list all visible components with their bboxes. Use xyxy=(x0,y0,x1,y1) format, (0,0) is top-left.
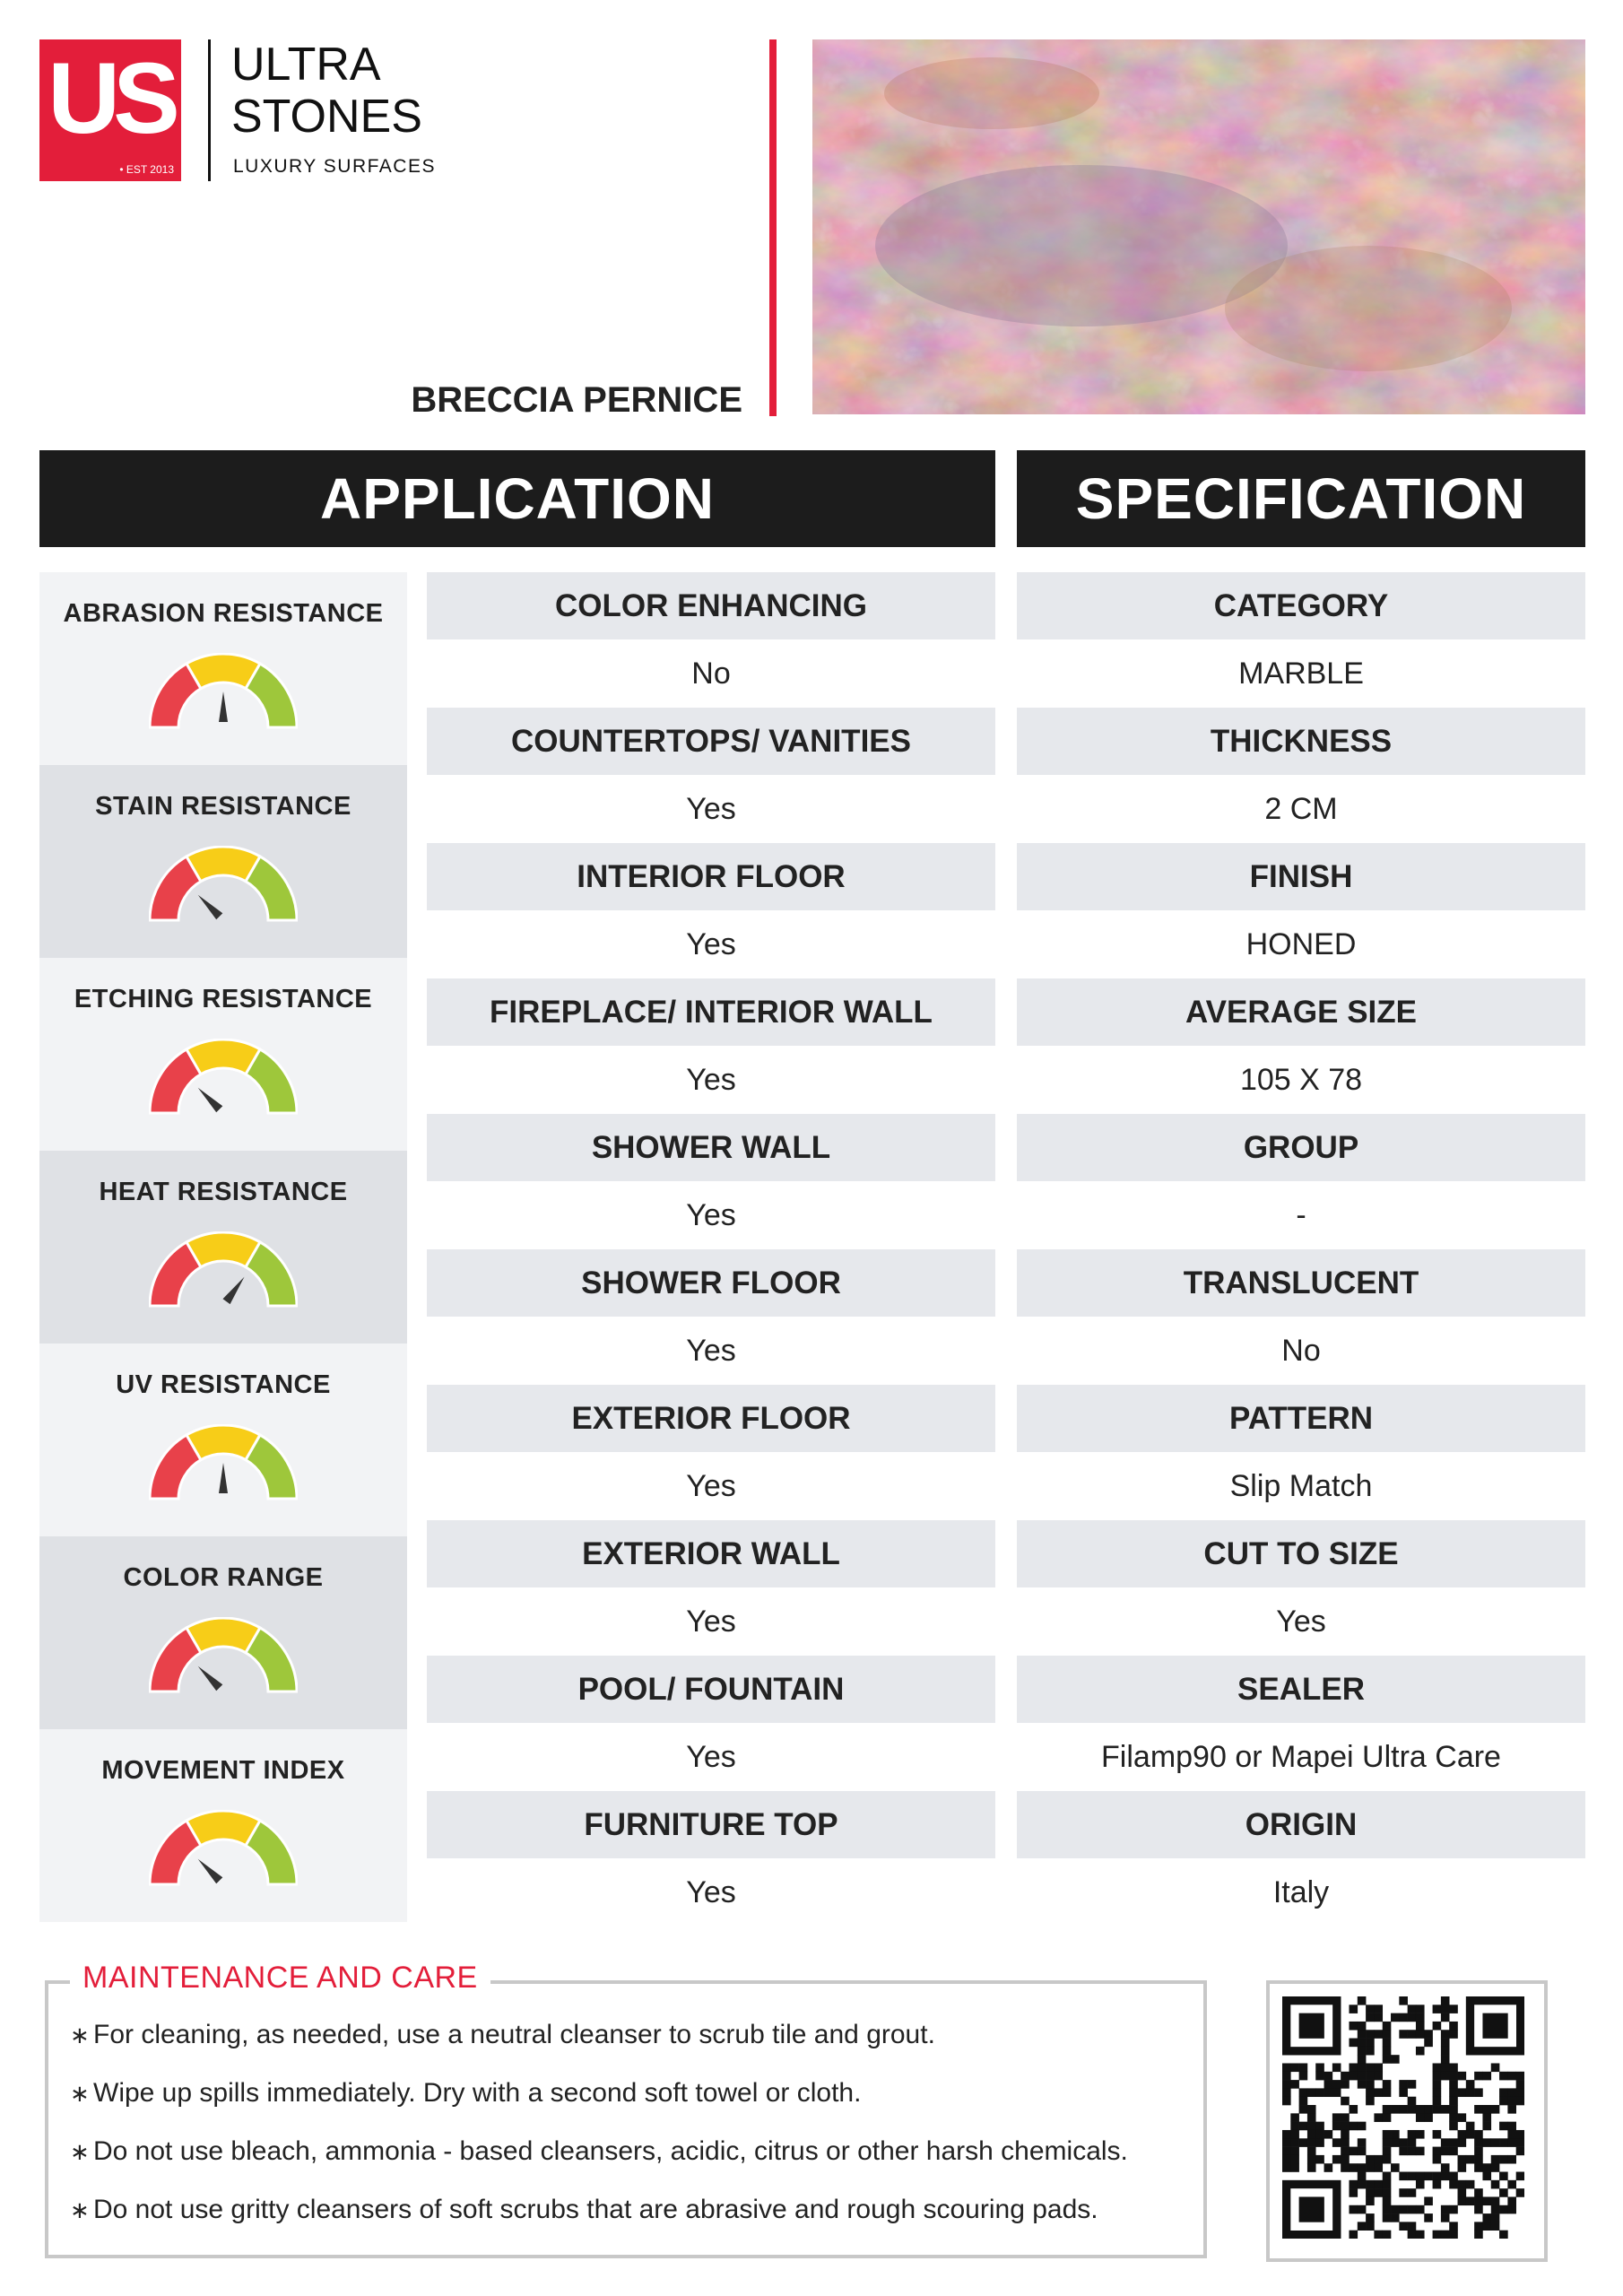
maintenance-title: MAINTENANCE AND CARE xyxy=(70,1961,490,1996)
specification-label: THICKNESS xyxy=(1017,708,1585,775)
product-name: BRECCIA PERNICE xyxy=(411,380,742,420)
gauge-label: STAIN RESISTANCE xyxy=(95,792,352,821)
application-label: FIREPLACE/ INTERIOR WALL xyxy=(427,978,995,1046)
application-label: INTERIOR FLOOR xyxy=(427,843,995,910)
specification-header: SPECIFICATION xyxy=(1017,450,1585,547)
brand-name-line2: STONES xyxy=(231,91,422,143)
gauge-label: UV RESISTANCE xyxy=(116,1370,331,1399)
application-value: Yes xyxy=(427,1859,995,1926)
application-value: Yes xyxy=(427,776,995,843)
bullet-star-icon: ∗ xyxy=(70,2196,90,2223)
specification-label: AVERAGE SIZE xyxy=(1017,978,1585,1046)
gauge-cell xyxy=(39,572,407,765)
logo-letters: US xyxy=(48,42,173,154)
application-value: Yes xyxy=(427,1047,995,1114)
qr-code xyxy=(1266,1980,1548,2262)
specification-value: No xyxy=(1017,1318,1585,1385)
gauge-segment xyxy=(246,1821,297,1884)
bullet-star-icon: ∗ xyxy=(70,2138,90,2165)
gauge-segment xyxy=(246,857,297,920)
qr-code-icon xyxy=(1282,1996,1524,2239)
application-header: APPLICATION xyxy=(39,450,995,547)
gauge-cell xyxy=(39,765,407,958)
gauge-label: ABRASION RESISTANCE xyxy=(63,599,384,628)
accent-rule xyxy=(769,39,777,416)
application-value: Yes xyxy=(427,1182,995,1249)
application-value: Yes xyxy=(427,1453,995,1520)
gauge-meter-icon xyxy=(149,1231,298,1317)
application-value: Yes xyxy=(427,1588,995,1656)
gauge-cell xyxy=(39,1536,407,1729)
maintenance-item-text: Wipe up spills immediately. Dry with a second soft towel or cloth. xyxy=(93,2078,862,2108)
gauge-meter-icon xyxy=(149,846,298,931)
application-value: Yes xyxy=(427,911,995,978)
maintenance-item xyxy=(70,2195,1098,2225)
gauge-meter-icon xyxy=(149,1424,298,1509)
logo-est: • EST 2013 xyxy=(119,163,174,176)
specification-label: SEALER xyxy=(1017,1656,1585,1723)
application-label: COLOR ENHANCING xyxy=(427,572,995,639)
specification-label: TRANSLUCENT xyxy=(1017,1249,1585,1317)
gauge-cell xyxy=(39,1151,407,1344)
gauge-needle xyxy=(198,1859,223,1884)
gauge-cell xyxy=(39,1344,407,1536)
specification-value: HONED xyxy=(1017,911,1585,978)
gauge-needle xyxy=(219,691,228,722)
specification-label: CUT TO SIZE xyxy=(1017,1520,1585,1587)
bullet-star-icon: ∗ xyxy=(70,2080,90,2107)
bullet-star-icon: ∗ xyxy=(70,2022,90,2048)
specification-value: MARBLE xyxy=(1017,640,1585,708)
specification-value: Yes xyxy=(1017,1588,1585,1656)
specification-label: PATTERN xyxy=(1017,1385,1585,1452)
brand-name-line1: ULTRA xyxy=(231,39,381,91)
application-value: Yes xyxy=(427,1724,995,1791)
gauge-meter-icon xyxy=(149,653,298,738)
gauge-segment xyxy=(246,664,297,727)
specification-value: Filamp90 or Mapei Ultra Care xyxy=(1017,1724,1585,1791)
maintenance-item-text: Do not use bleach, ammonia - based cleansers, acidic, citrus or other harsh chemicals. xyxy=(93,2136,1128,2166)
specification-label: ORIGIN xyxy=(1017,1791,1585,1858)
maintenance-item xyxy=(70,2020,935,2050)
gauge-needle xyxy=(219,1463,228,1493)
application-label: FURNITURE TOP xyxy=(427,1791,995,1858)
specification-value: - xyxy=(1017,1182,1585,1249)
gauge-segment xyxy=(246,1242,297,1306)
gauge-meter-icon xyxy=(149,1617,298,1702)
specification-value: Italy xyxy=(1017,1859,1585,1926)
gauge-needle xyxy=(198,1666,223,1692)
application-label: SHOWER WALL xyxy=(427,1114,995,1181)
specification-value: Slip Match xyxy=(1017,1453,1585,1520)
application-label: COUNTERTOPS/ VANITIES xyxy=(427,708,995,775)
application-label: EXTERIOR FLOOR xyxy=(427,1385,995,1452)
gauge-segment xyxy=(246,1049,297,1113)
application-label: SHOWER FLOOR xyxy=(427,1249,995,1317)
gauge-label: MOVEMENT INDEX xyxy=(101,1756,345,1785)
maintenance-item xyxy=(70,2136,1128,2167)
brand-tagline: LUXURY SURFACES xyxy=(233,156,436,177)
gauge-segment xyxy=(246,1435,297,1499)
gauge-label: COLOR RANGE xyxy=(123,1563,324,1592)
specification-value: 105 X 78 xyxy=(1017,1047,1585,1114)
specification-value: 2 CM xyxy=(1017,776,1585,843)
gauge-meter-icon xyxy=(149,1810,298,1895)
gauge-needle xyxy=(198,1088,223,1113)
gauge-needle xyxy=(222,1277,244,1304)
specification-label: FINISH xyxy=(1017,843,1585,910)
gauge-meter-icon xyxy=(149,1039,298,1124)
specification-label: GROUP xyxy=(1017,1114,1585,1181)
maintenance-item xyxy=(70,2078,861,2109)
application-value: No xyxy=(427,640,995,708)
gauge-needle xyxy=(198,895,223,920)
gauge-label: HEAT RESISTANCE xyxy=(99,1178,348,1206)
application-value: Yes xyxy=(427,1318,995,1385)
specification-label: CATEGORY xyxy=(1017,572,1585,639)
gauge-cell xyxy=(39,958,407,1151)
logo-divider xyxy=(208,39,211,181)
application-label: EXTERIOR WALL xyxy=(427,1520,995,1587)
gauge-cell xyxy=(39,1729,407,1922)
gauge-segment xyxy=(246,1628,297,1692)
gauge-label: ETCHING RESISTANCE xyxy=(74,985,373,1013)
brand-logo xyxy=(39,39,181,181)
maintenance-item-text: Do not use gritty cleansers of soft scrubs that are abrasive and rough scouring pads. xyxy=(93,2195,1098,2224)
maintenance-item-text: For cleaning, as needed, use a neutral cleanser to scrub tile and grout. xyxy=(93,2020,935,2049)
application-label: POOL/ FOUNTAIN xyxy=(427,1656,995,1723)
stone-sample-image xyxy=(812,39,1585,414)
